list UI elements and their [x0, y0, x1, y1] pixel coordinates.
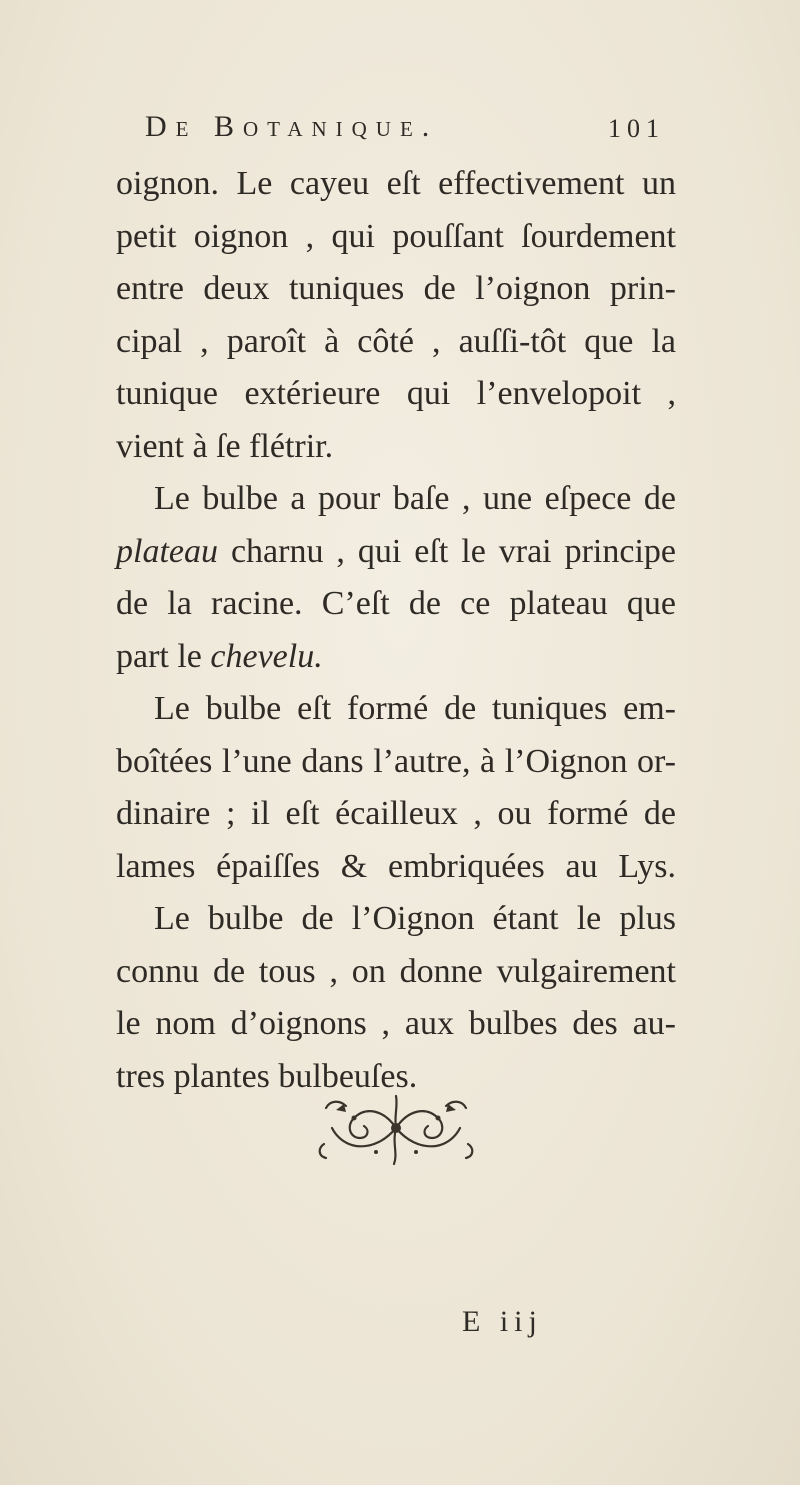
text-line: oignon. Le cayeu eſt effectivement un — [116, 165, 676, 202]
text-line: vient à ſe flétrir. — [116, 427, 334, 465]
body-text — [116, 158, 676, 1103]
text-line: connu de tous , on donne vulgairement — [116, 952, 676, 990]
text-line: Le bulbe de l’Oignon étant le plus — [154, 900, 676, 937]
page-number: 101 — [608, 114, 665, 143]
text-line: cipal , paroît à côté , auſſi-tôt que la — [116, 322, 676, 360]
italic-term: chevelu. — [210, 637, 323, 675]
text-segment: charnu , qui eſt le vrai principe — [217, 532, 676, 570]
text-line — [116, 631, 676, 684]
text-line — [116, 473, 676, 526]
text-line — [116, 526, 676, 579]
text-line: tres plantes bulbeuſes. — [116, 1057, 418, 1095]
text-line: petit oignon , qui pouſſant ſourdement — [116, 217, 676, 255]
page-header — [145, 110, 665, 150]
text-segment: Le bulbe a pour baſe , une eſpece de — [154, 480, 676, 517]
text-line: tunique extérieure qui l’envelopoit , — [116, 375, 676, 412]
signature-mark: E iij — [462, 1305, 543, 1338]
floral-vignette-icon — [306, 1088, 486, 1168]
running-title: De Botanique. — [145, 110, 439, 143]
italic-term: plateau — [116, 532, 218, 570]
text-line: Le bulbe eſt formé de tuniques em- — [154, 690, 676, 727]
text-line: boîtées l’une dans l’autre, à l’Oignon or- — [116, 742, 676, 780]
text-line: dinaire ; il eſt écailleux , ou formé de — [116, 795, 676, 832]
text-line: le nom d’oignons , aux bulbes des au- — [116, 1005, 676, 1042]
text-line: entre deux tuniques de l’oignon prin- — [116, 270, 676, 307]
text-segment: part le — [116, 637, 211, 675]
text-line: lames épaiſſes & embriquées au Lys. — [116, 847, 676, 885]
text-line: de la racine. C’eſt de ce plateau que — [116, 585, 676, 622]
